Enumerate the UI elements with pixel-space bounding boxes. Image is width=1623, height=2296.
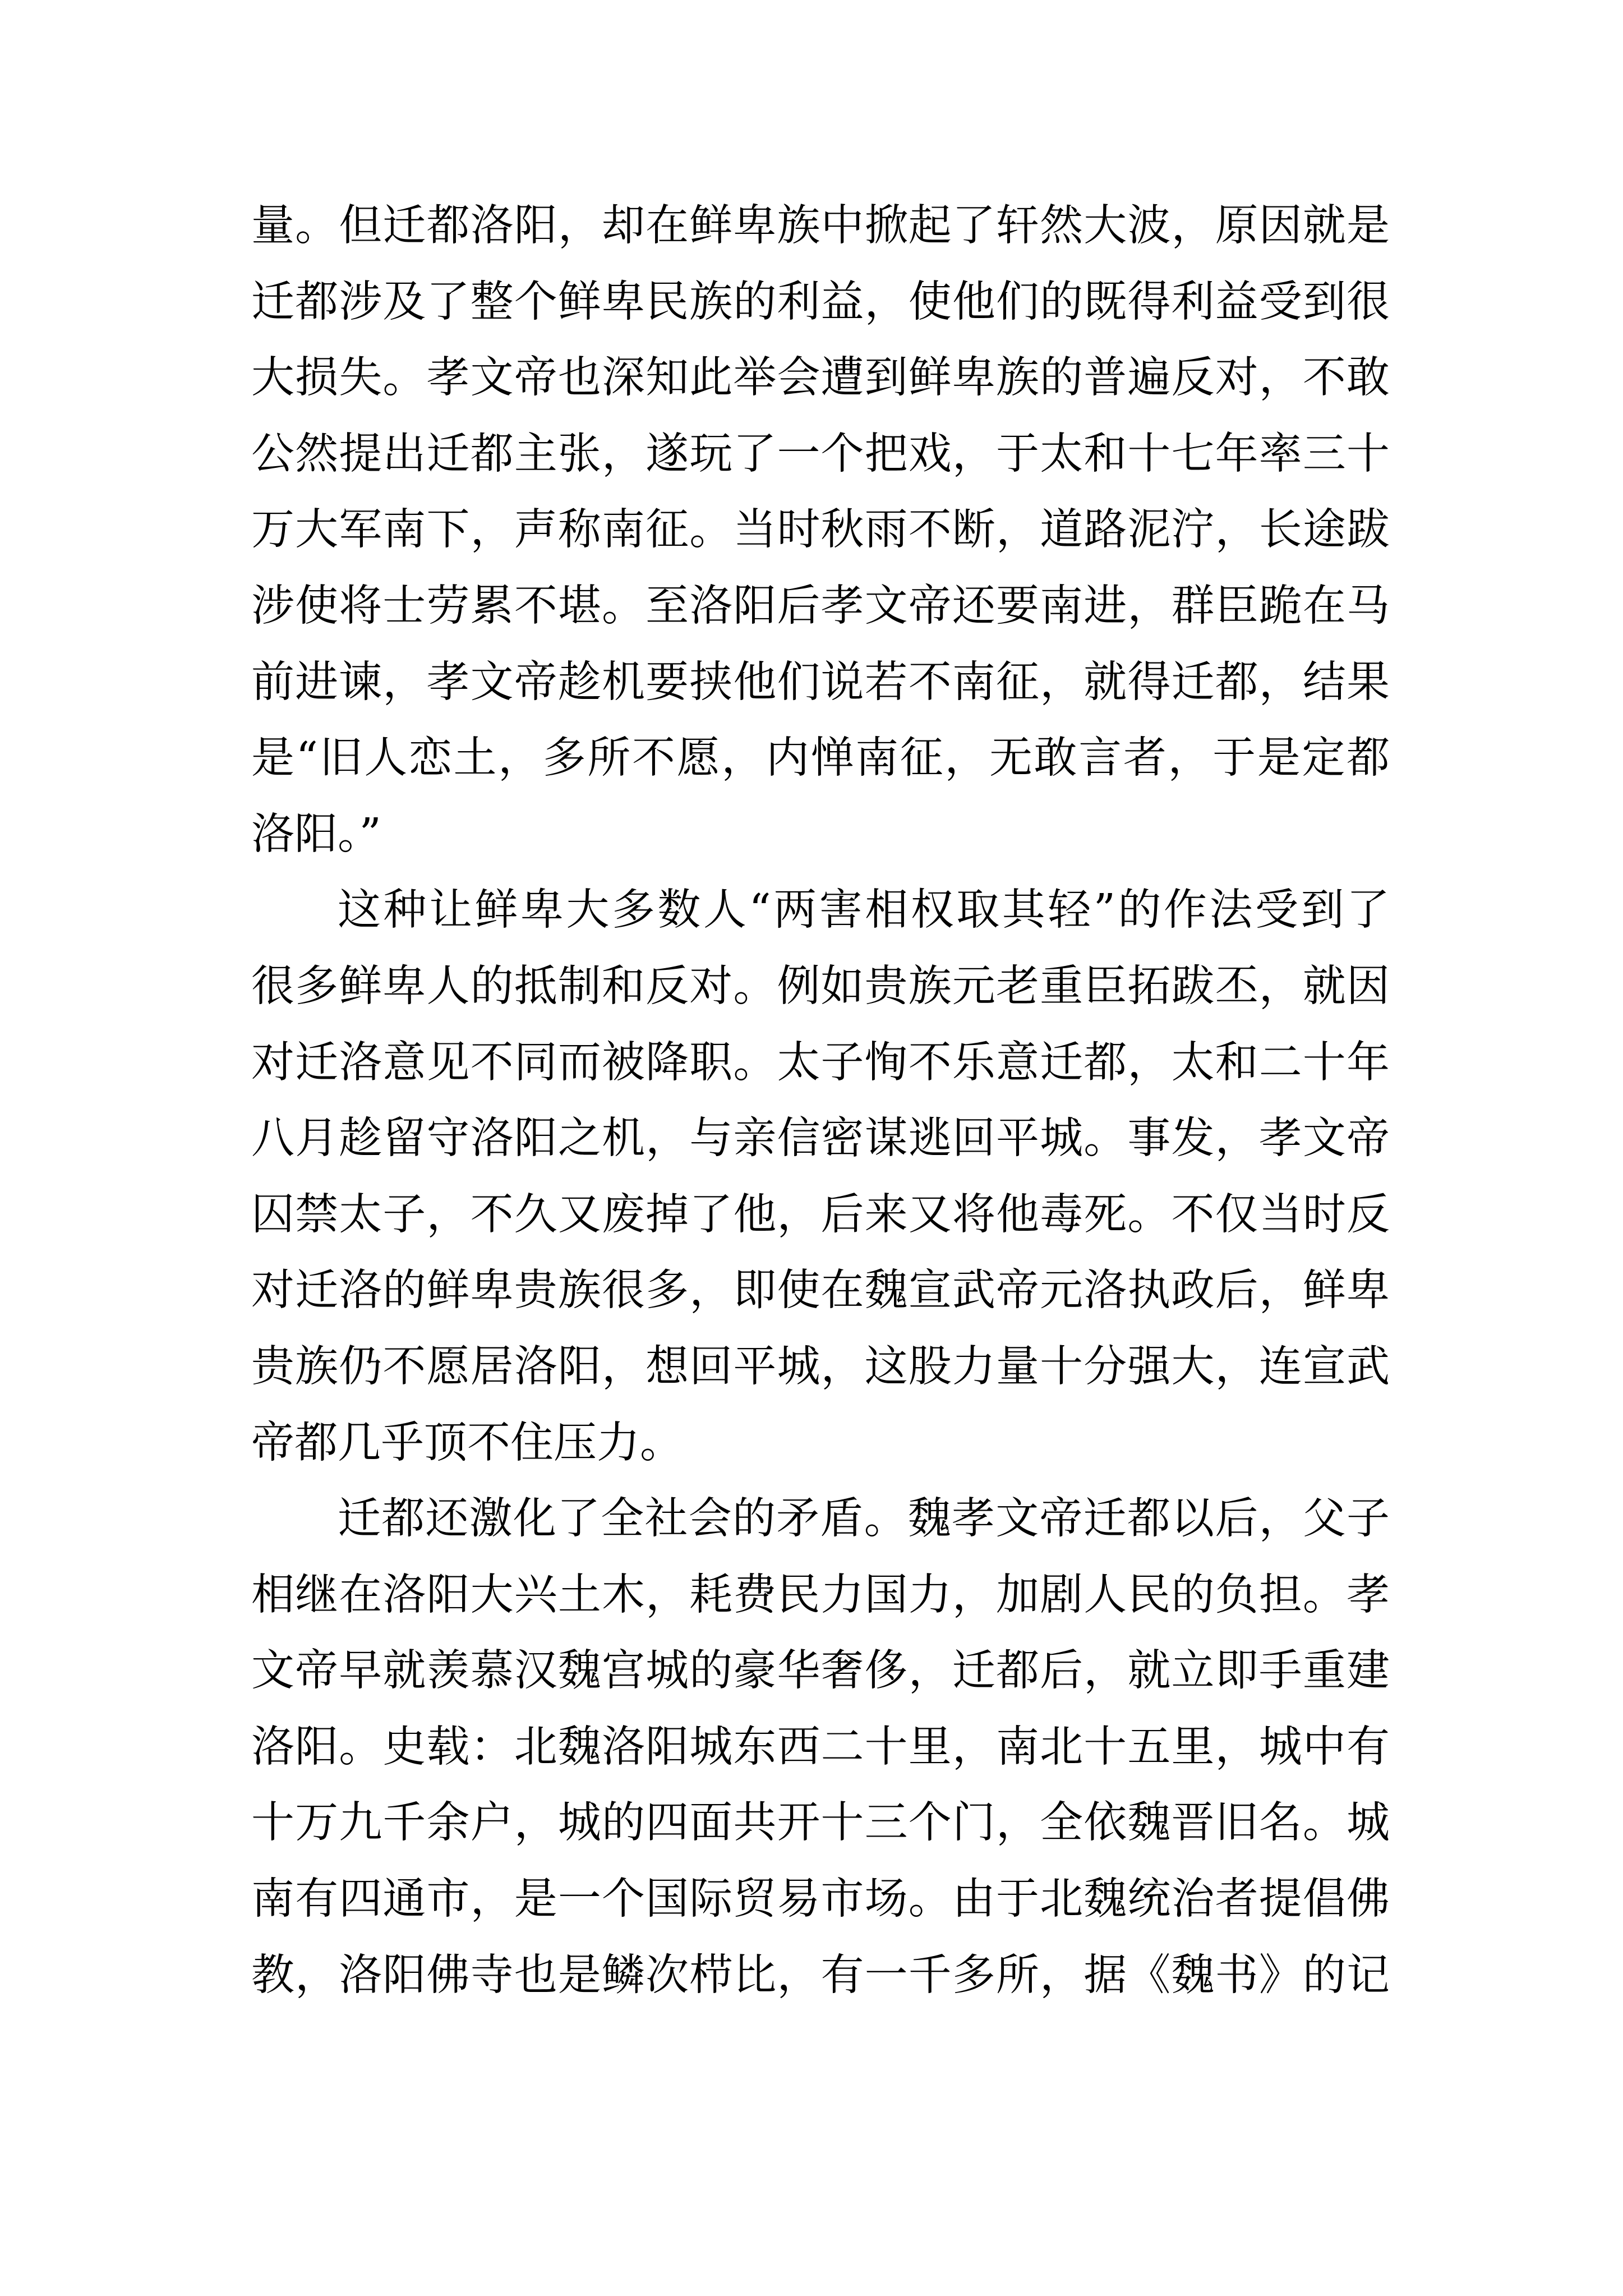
text-line: 南有四通市，是一个国际贸易市场。由于北魏统治者提倡佛 [251, 1874, 1390, 1925]
document-body [251, 188, 1390, 2013]
text-line: 量。但迁都洛阳，却在鲜卑族中掀起了轩然大波，原因就是 [251, 201, 1390, 251]
text-line: 万大军南下，声称南征。当时秋雨不断，道路泥泞，长途跋 [251, 505, 1390, 555]
text-line: 很多鲜卑人的抵制和反对。例如贵族元老重臣拓跋丕，就因 [251, 961, 1390, 1011]
paragraph [251, 872, 1390, 1481]
text-line: 贵族仍不愿居洛阳，想回平城，这股力量十分强大，连宣武 [251, 1341, 1390, 1392]
text-line: 文帝早就羡慕汉魏宫城的豪华奢侈，迁都后，就立即手重建 [251, 1646, 1390, 1696]
text-line: 公然提出迁都主张，遂玩了一个把戏，于太和十七年率三十 [251, 429, 1390, 479]
text-line: 对迁洛意见不同而被降职。太子恂不乐意迁都，太和二十年 [251, 1037, 1390, 1088]
text-line: 囚禁太子，不久又废掉了他，后来又将他毒死。不仅当时反 [251, 1189, 1390, 1240]
text-line: 对迁洛的鲜卑贵族很多，即使在魏宣武帝元洛执政后，鲜卑 [251, 1266, 1390, 1316]
paragraph [251, 1481, 1390, 2013]
text-line: 洛阳。史载：北魏洛阳城东西二十里，南北十五里，城中有 [251, 1722, 1390, 1772]
text-line: 十万九千余户，城的四面共开十三个门，全依魏晋旧名。城 [251, 1798, 1390, 1848]
text-line: 八月趁留守洛阳之机，与亲信密谋逃回平城。事发，孝文帝 [251, 1114, 1390, 1164]
text-line: 这种让鲜卑大多数人“两害相权取其轻”的作法受到了 [338, 885, 1390, 936]
text-line: 洛阳。” [251, 809, 381, 859]
text-line: 帝都几乎顶不住压力。 [251, 1418, 683, 1468]
text-line: 前进谏，孝文帝趁机要挟他们说若不南征，就得迁都，结果 [251, 657, 1390, 707]
text-line: 教，洛阳佛寺也是鳞次栉比，有一千多所，据《魏书》的记 [251, 1950, 1390, 2000]
paragraph [251, 188, 1390, 872]
text-line: 大损失。孝文帝也深知此举会遭到鲜卑族的普遍反对，不敢 [251, 353, 1390, 403]
text-line: 是“旧人恋土，多所不愿，内惮南征，无敢言者，于是定都 [251, 733, 1390, 784]
text-line: 涉使将士劳累不堪。至洛阳后孝文帝还要南进，群臣跪在马 [251, 581, 1390, 631]
text-line: 迁都还激化了全社会的矛盾。魏孝文帝迁都以后，父子 [338, 1494, 1390, 1544]
text-line: 相继在洛阳大兴土木，耗费民力国力，加剧人民的负担。孝 [251, 1570, 1390, 1620]
text-line: 迁都涉及了整个鲜卑民族的利益，使他们的既得利益受到很 [251, 277, 1390, 327]
